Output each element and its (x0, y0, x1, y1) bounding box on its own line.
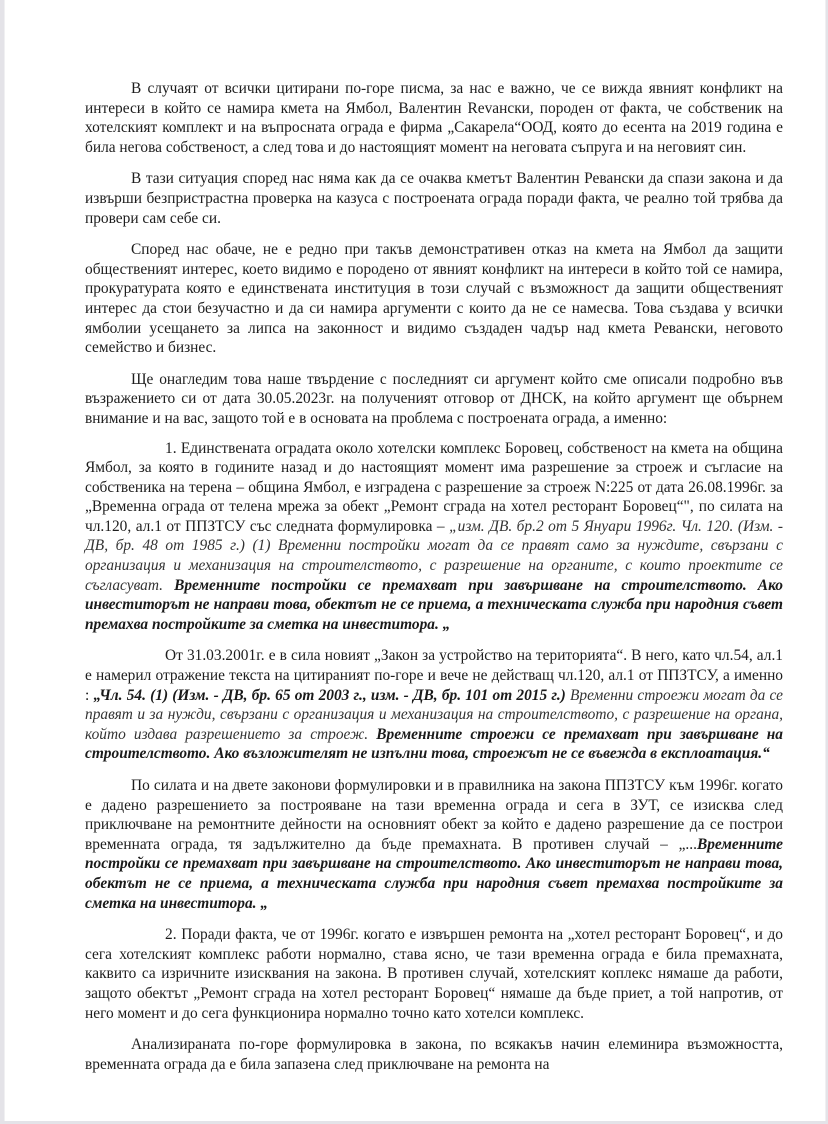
paragraph-zut-article-54 (85, 646, 783, 764)
paragraph-analysis: Анализираната по-горе формулировка в закона, по всякакъв начин елеминира възможността, временната ограда да е била запазена след приключване на ремонта на (85, 1036, 783, 1073)
list-item-2-hotel-operating: 2. Поради факта, че от 1996г. когато е извършен ремонта на „хотел ресторант Боровец“, и до сега хотелският комплекс работи нормално, става ясно, че тази временна ограда е била премахната, каквито са изричните изисквания на закона. В противен случай, хотелският коплекс нямаше да работи, защото обектът „Ремонт сграда на хотел ресторант Боровец“ нямаше да бъде приет, а той напротив, от него момент и до сега функционира нормално точно като хотелси комплекс. (85, 926, 783, 1022)
list-item-1-law-quote: „изм. ДВ. бр.2 от 5 Януари 1996г. Чл. 120. (Изм. - ДВ, бр. 48 от 1985 г.) (1) Временни постройки могат да се правят само за нуждите, свързани с организация и механизация на строителството, с разрешение на органите, с които проектите се съгласуват. (85, 517, 783, 594)
zut-article-reference: „Чл. 54. (1) (Изм. - ДВ, бр. 65 от 2003 г., изм. - ДВ, бр. 101 от 2015 г.) (93, 686, 566, 704)
paragraph-argument-intro: Ще онагледим това наше твърдение с последният си аргумент който сме описали подробно във възражението си от дата 30.05.2023г. на полученият отговор от ДНСК, на който аргумент ще обърнем внимание и на вас, защото той е в основата на проблема с построената ограда, а именно: (85, 370, 783, 427)
list-item-1-law-quote-emphasis: Временните постройки се премахват при завършване на строителството. Ако инвеститорът не направи това, обектът не се приема, а техническата служба при народния съвет премахва постройките за сметка на инвеститора. „ (85, 576, 783, 633)
paragraph-both-formulations (85, 776, 783, 913)
document-body (85, 79, 783, 1086)
document-page (4, 0, 826, 1121)
paragraph-prosecution: Според нас обаче, не е редно при такъв демонстративен отказ на кмета на Ямбол да защити общественият интерес, което видимо е породено от явният конфликт на интереси в който той се намира, прокуратурата която е единствената институция в този случай с възможност да защити общественият интерес да стои безучастно и да си намира аргументи с които да не се намесва. Това създава у всички ямболии усещането за липса на законност и видимо създаден чадър над кмета Ревански, неговото семейство и бизнес. (85, 241, 783, 357)
paragraph-conflict-of-interest: В случаят от всички цитирани по-горе писма, за нас е важно, че се вижда явният конфликт на интереси в който се намира кмета на Ямбол, Валентин Revански, породен от факта, че собственик на хотелският комплект и на въпросната ограда е фирма „Сакарела“ООД, която до есента на 2019 година е била негова собственост, а след това и до настоящият момент на неговата съпруга и на неговият син. (85, 80, 783, 156)
paragraph-situation: В тази ситуация според нас няма как да се очаква кметът Валентин Ревански да спази закона и да извърши безпристрастна проверка на казуса с построената ограда поради факта, че реално той трябва да провери сам себе си. (85, 170, 783, 227)
zut-law-quote: Временни строежи могат да се правят и за нужди, свързани с организация и механизация на строителството, с разрешение на органа, който издава разрешението за строеж. (85, 686, 784, 743)
list-item-1-plain-text: 1. Единствената оградата около хотелски комплекс Боровец, собственост на кмета на община Ямбол, за която в годините назад и до настоящият момент има разрешение за строеж и съгласие на собственика на терена – община Ямбол, е изградена с разрешение за строеж N:225 от дата 26.08.1996г. за „Временна ограда от телена мрежа за обект „Ремонт сграда на хотел ресторант Боровец“", по силата на чл.120, ал.1 от ППЗТСУ със следната формулировка – (85, 439, 783, 535)
both-formulations-plain-text: По силата и на двете законови формулировки и в правилника на закона ППЗТСУ към 1996г. когато е дадено разрешението за построяване на тази временна ограда и сега в ЗУТ, се изисква след приключване на ремонтните дейности на основният обект за който е дадено разрешение да се построи временната ограда, тя задължително да бъде премахната. В противен случай – „... (85, 777, 783, 853)
both-formulations-quote-emphasis: Временните постройки се премахват при завършване на строителството. Ако инвеститорът не направи това, обектът не се приема, а техническата служба при народния съвет премахва постройките за сметка на инвеститора. „ (85, 835, 783, 912)
zut-law-quote-emphasis: Временните строежи се премахват при завършване на строителството. Ако възложителят не изпълни това, строежът не се въвежда в експлоатация.“ (85, 725, 783, 763)
list-item-1-temporary-fence (85, 439, 783, 635)
zut-plain-text: От 31.03.2001г. е в сила новият „Закон за устройство на територията“. В него, като чл.54, ал.1 е намерил отражение текста на цитираният по-горе и вече не действащ чл.120, ал.1 от ППЗТСУ, а именно : (85, 647, 783, 704)
